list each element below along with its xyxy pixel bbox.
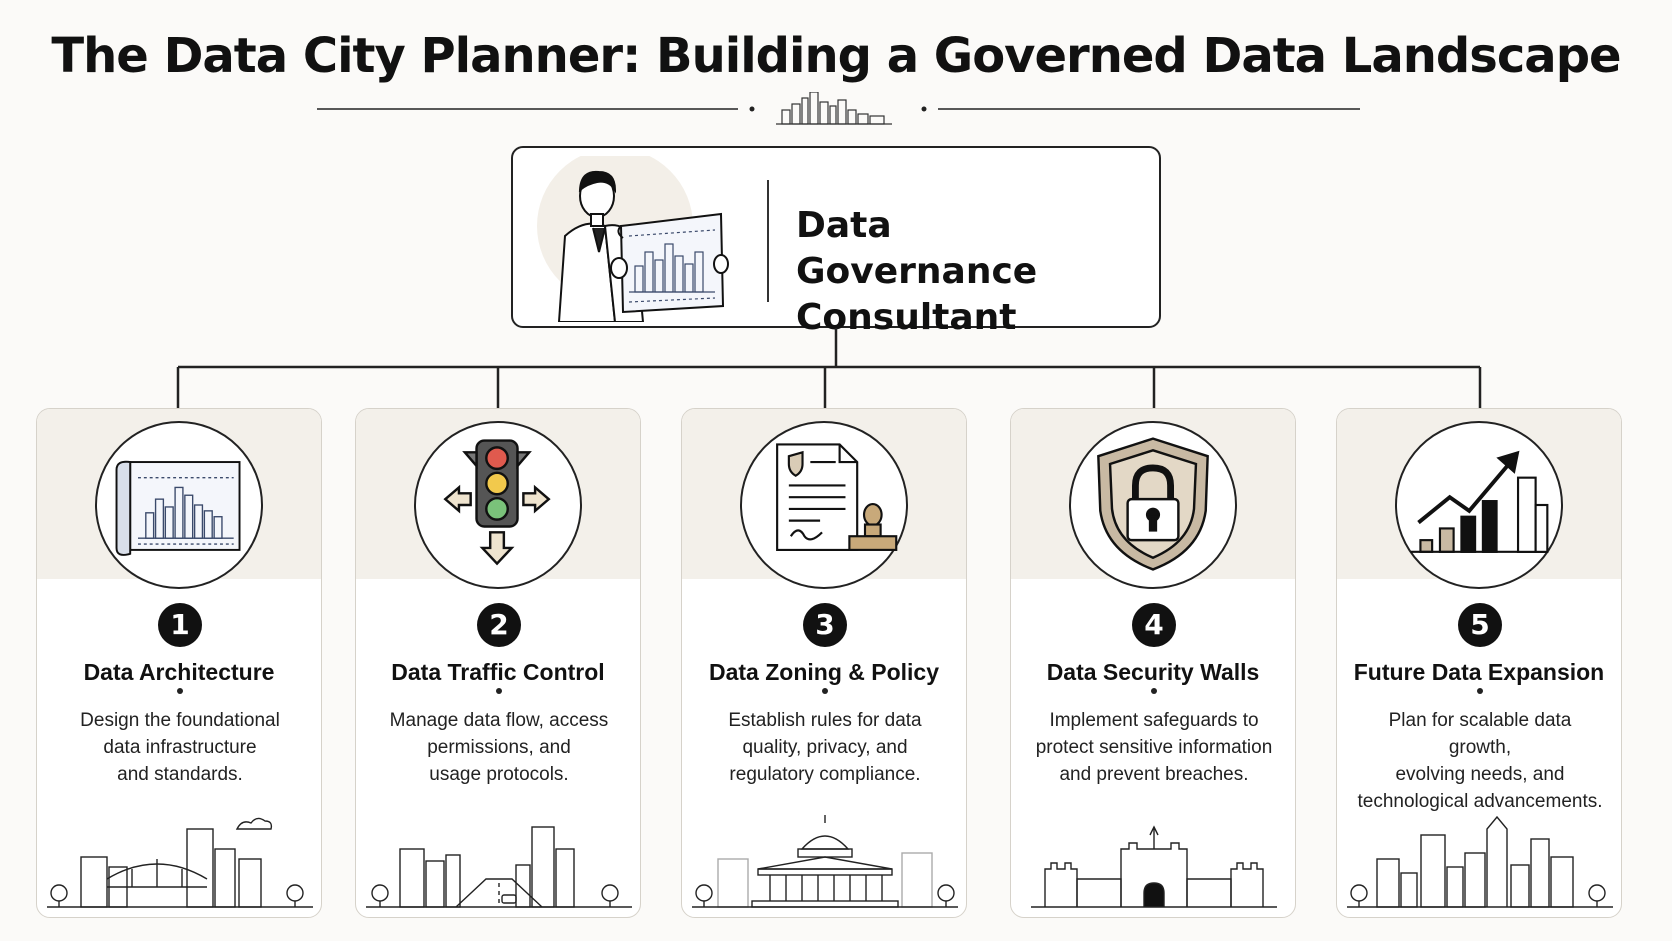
- desc-line: usage protocols.: [429, 764, 569, 785]
- card-title: Future Data Expansion: [1353, 659, 1605, 685]
- card-data-architecture: [36, 408, 322, 918]
- title-dot: [496, 688, 502, 694]
- card-data-security-walls: [1010, 408, 1296, 918]
- card-description: [374, 707, 624, 788]
- card-description: [1029, 707, 1279, 788]
- traffic-light-icon: [416, 423, 580, 587]
- desc-line: technological advancements.: [1357, 791, 1603, 812]
- icon-circle: [95, 421, 263, 589]
- step-number: 3: [803, 603, 847, 647]
- hub-separator: [767, 180, 769, 302]
- desc-line: and standards.: [117, 764, 243, 785]
- icon-circle: [1069, 421, 1237, 589]
- consultant-box: [511, 146, 1161, 338]
- policy-document-icon: [742, 423, 906, 587]
- desc-line: regulatory compliance.: [729, 764, 921, 785]
- blueprint-icon: [97, 423, 261, 587]
- card-description: [700, 707, 950, 788]
- desc-line: evolving needs, and: [1395, 764, 1565, 785]
- title-divider: [0, 92, 1672, 128]
- desc-line: protect sensitive information: [1035, 737, 1273, 758]
- icon-circle: [740, 421, 908, 589]
- card-future-data-expansion: [1336, 408, 1622, 918]
- hub-title-line1: Data Governance: [796, 205, 1038, 292]
- step-number: 4: [1132, 603, 1176, 647]
- skyline-icon: [776, 92, 892, 124]
- step-number: 2: [477, 603, 521, 647]
- title-dot: [822, 688, 828, 694]
- desc-line: Establish rules for data: [728, 710, 922, 731]
- consultant-illustration: [525, 156, 755, 322]
- desc-line: data infrastructure: [103, 737, 257, 758]
- card-description: [1355, 707, 1605, 815]
- castle-wall-scene: [1011, 809, 1296, 918]
- desc-line: and prevent breaches.: [1059, 764, 1249, 785]
- hub-title: [796, 203, 1136, 341]
- desc-line: Plan for scalable data growth,: [1388, 710, 1572, 758]
- title-dot: [177, 688, 183, 694]
- city-road-scene: [356, 809, 641, 918]
- city-bridge-scene: [37, 809, 322, 918]
- card-title: Data Traffic Control: [391, 659, 605, 685]
- desc-line: quality, privacy, and: [742, 737, 908, 758]
- title-dot: [1477, 688, 1483, 694]
- desc-line: Manage data flow, access: [389, 710, 609, 731]
- step-number: 1: [158, 603, 202, 647]
- growth-chart-icon: [1397, 423, 1561, 587]
- card-data-traffic-control: [355, 408, 641, 918]
- card-title: Data Zoning & Policy: [708, 659, 940, 685]
- desc-line: permissions, and: [427, 737, 571, 758]
- hub-title-line2: Consultant: [796, 297, 1017, 338]
- civic-building-scene: [682, 809, 967, 918]
- desc-line: Design the foundational: [80, 710, 280, 731]
- card-title: Data Security Walls: [1046, 659, 1260, 685]
- icon-circle: [1395, 421, 1563, 589]
- icon-circle: [414, 421, 582, 589]
- shield-lock-icon: [1071, 423, 1235, 587]
- page-title: The Data City Planner: Building a Governed Data Landscape: [51, 28, 1621, 84]
- skyline-scene: [1337, 809, 1622, 918]
- step-number: 5: [1458, 603, 1502, 647]
- desc-line: Implement safeguards to: [1049, 710, 1259, 731]
- card-title: Data Architecture: [83, 659, 275, 685]
- card-data-zoning-policy: [681, 408, 967, 918]
- title-dot: [1151, 688, 1157, 694]
- card-description: [55, 707, 305, 788]
